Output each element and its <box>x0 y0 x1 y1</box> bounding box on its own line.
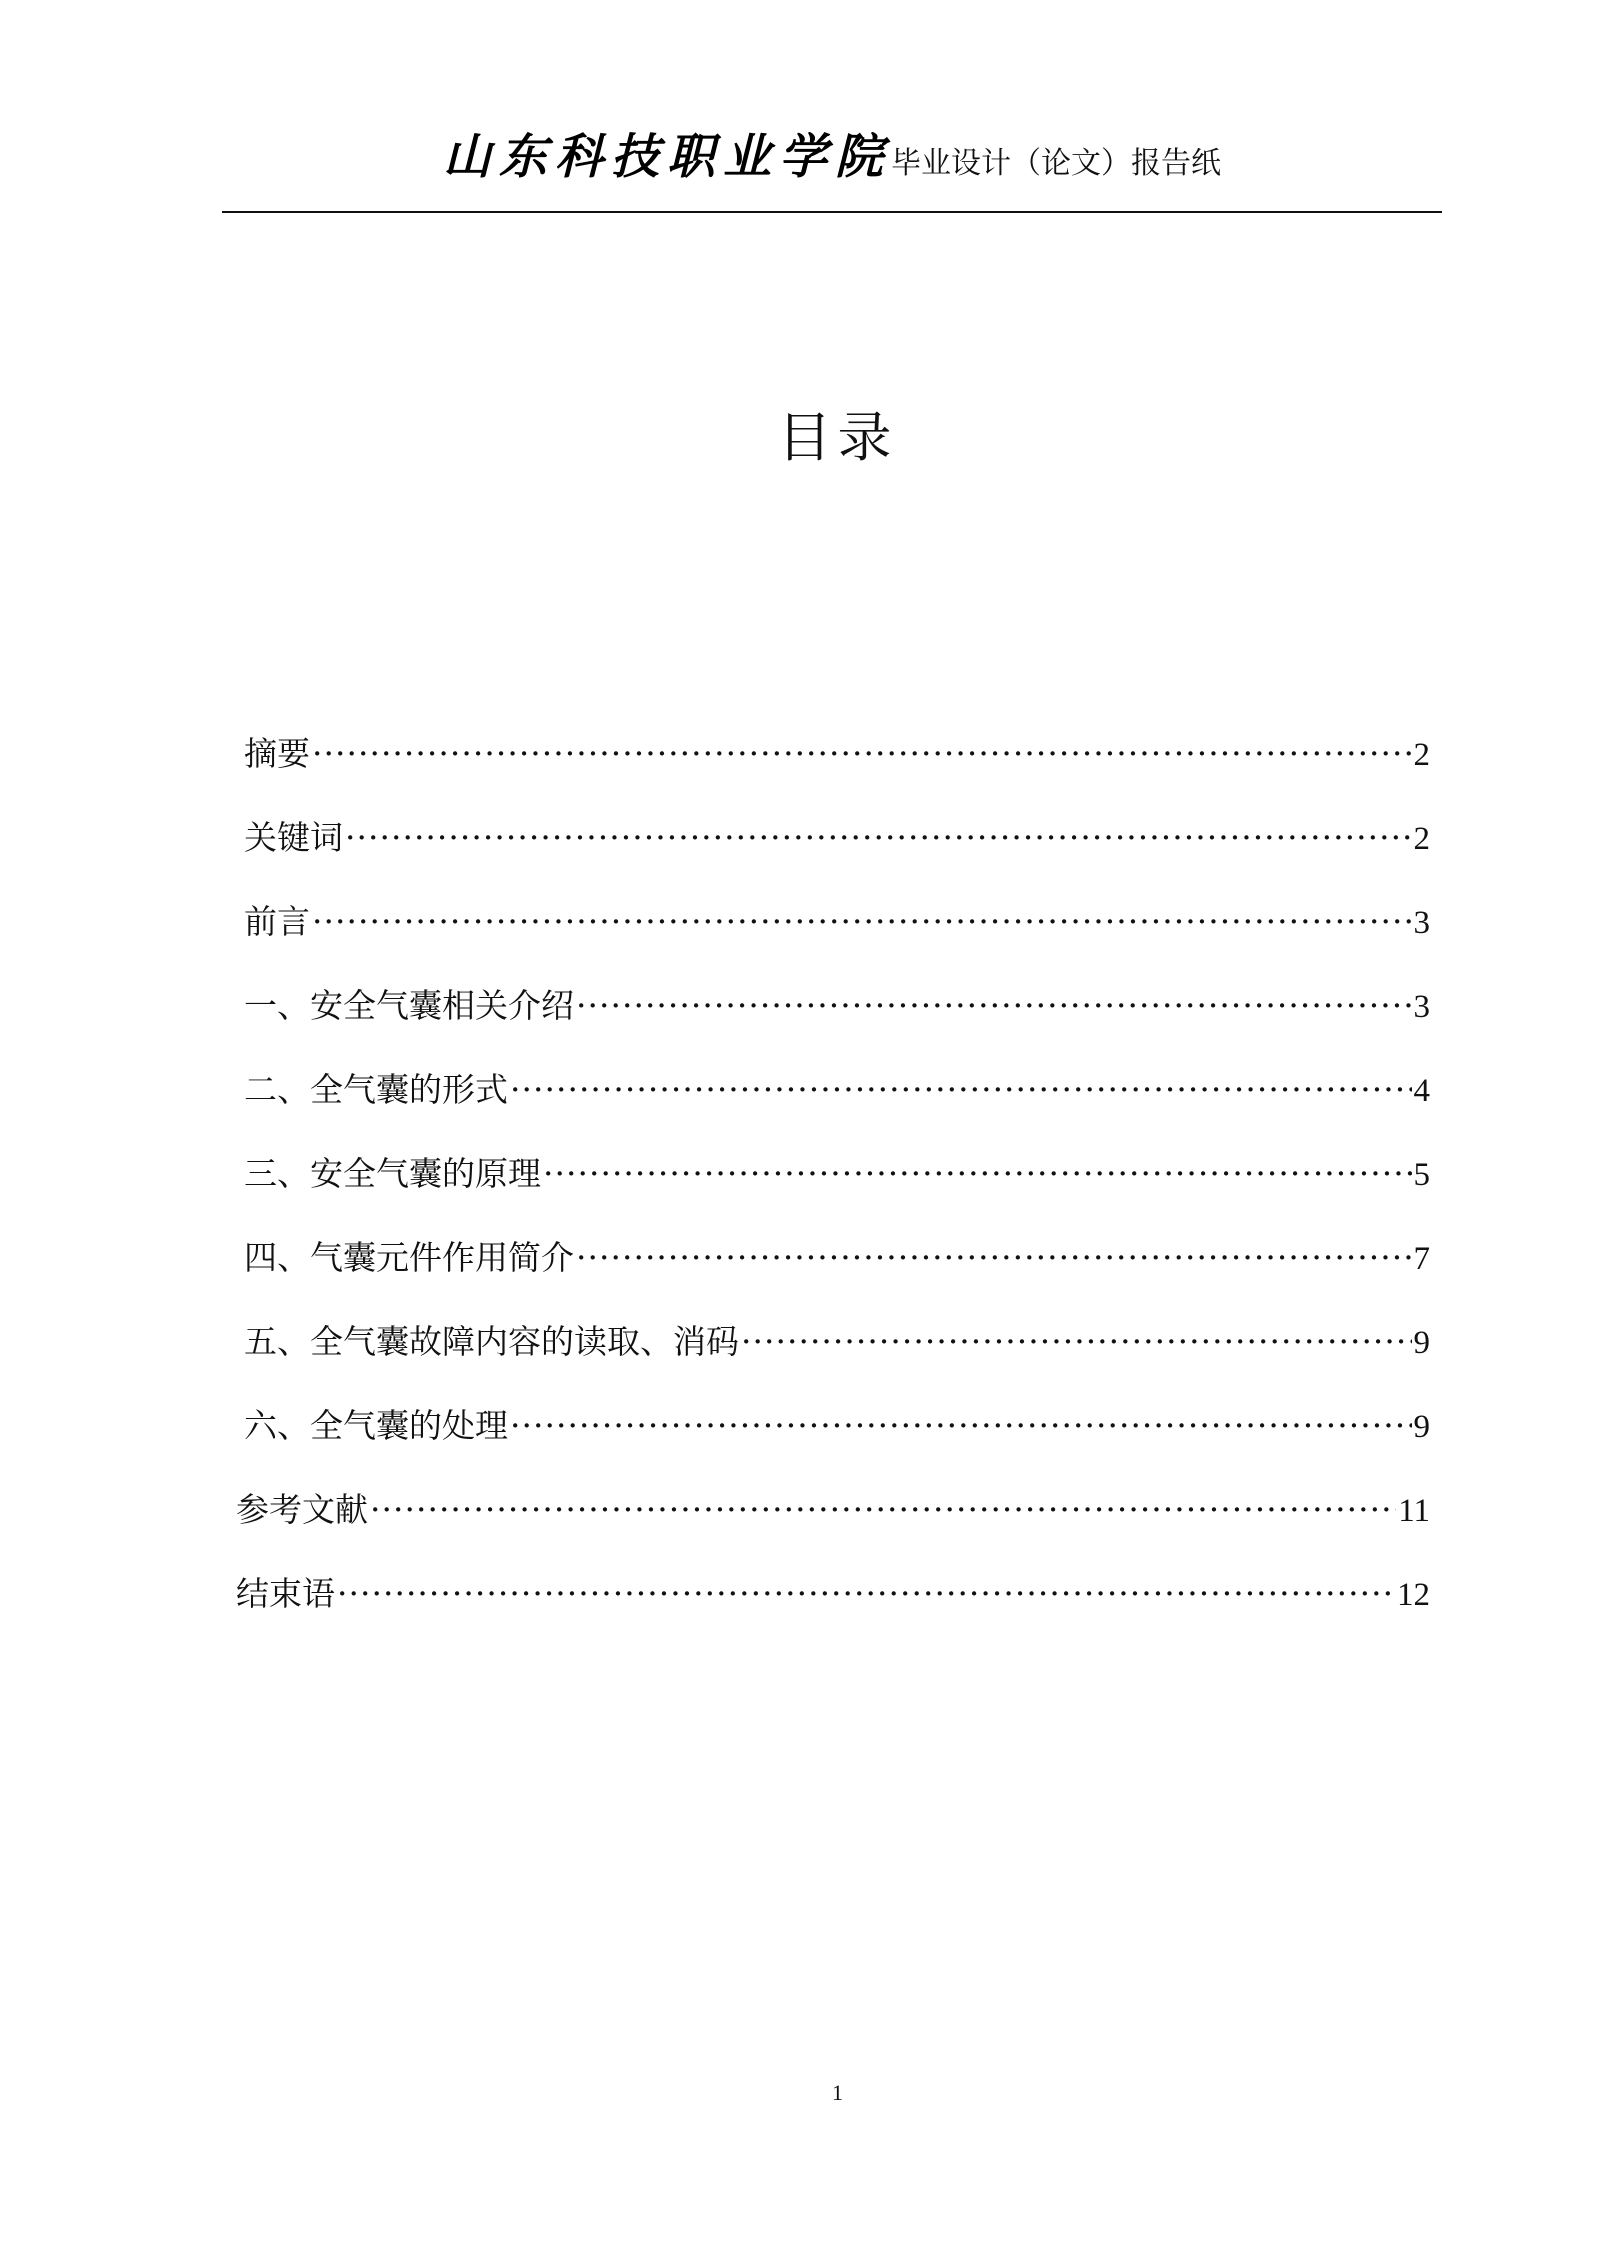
dot-leader <box>576 1238 1412 1277</box>
toc-entry <box>0 980 1430 1064</box>
toc-title: 目录 <box>777 406 898 469</box>
toc-entry-page: 12 <box>1397 1577 1430 1613</box>
header-rule <box>222 211 1442 213</box>
dot-leader <box>510 1070 1412 1109</box>
toc-entry-page: 9 <box>1413 1325 1430 1361</box>
toc-entry <box>0 1568 1430 1652</box>
toc-entry-page: 11 <box>1398 1493 1430 1529</box>
dot-leader <box>576 986 1412 1025</box>
toc-entry-label: 五、全气囊故障内容的读取、消码 <box>244 1322 739 1361</box>
toc-entry <box>0 1484 1430 1568</box>
dot-leader <box>543 1154 1412 1193</box>
toc-entry-label: 二、全气囊的形式 <box>244 1070 508 1109</box>
school-name: 山东科技职业学院 <box>442 129 891 185</box>
toc-entry-label: 参考文献 <box>236 1490 368 1529</box>
toc-entry-page: 3 <box>1413 905 1430 941</box>
toc-entry <box>0 1064 1430 1148</box>
dot-leader <box>312 734 1412 773</box>
table-of-contents <box>0 728 1598 1652</box>
dot-leader <box>370 1490 1396 1529</box>
toc-entry-label: 关键词 <box>244 818 343 857</box>
toc-entry-page: 3 <box>1413 989 1430 1025</box>
dot-leader <box>312 902 1412 941</box>
dot-leader <box>345 818 1412 857</box>
toc-entry-page: 5 <box>1413 1157 1430 1193</box>
toc-entry <box>0 1400 1430 1484</box>
toc-entry <box>0 728 1430 812</box>
toc-entry-page: 2 <box>1413 737 1430 773</box>
toc-entry-label: 三、安全气囊的原理 <box>244 1154 541 1193</box>
toc-entry-page: 7 <box>1413 1241 1430 1277</box>
dot-leader <box>510 1406 1412 1445</box>
toc-entry <box>0 1316 1430 1400</box>
page-header <box>222 118 1442 188</box>
toc-entry-page: 4 <box>1413 1073 1430 1109</box>
toc-entry-page: 2 <box>1413 821 1430 857</box>
toc-entry <box>0 812 1430 896</box>
toc-entry <box>0 896 1430 980</box>
page-number: 1 <box>832 2080 843 2105</box>
dot-leader <box>337 1574 1395 1613</box>
toc-entry-label: 摘要 <box>244 734 310 773</box>
dot-leader <box>741 1322 1412 1361</box>
toc-entry <box>0 1148 1430 1232</box>
toc-entry-label: 结束语 <box>236 1574 335 1613</box>
toc-entry-label: 六、全气囊的处理 <box>244 1406 508 1445</box>
toc-entry-label: 前言 <box>244 902 310 941</box>
toc-entry-label: 一、安全气囊相关介绍 <box>244 986 574 1025</box>
document-type: 毕业设计（论文）报告纸 <box>891 146 1221 181</box>
toc-entry-label: 四、气囊元件作用简介 <box>244 1238 574 1277</box>
toc-entry <box>0 1232 1430 1316</box>
toc-entry-page: 9 <box>1413 1409 1430 1445</box>
